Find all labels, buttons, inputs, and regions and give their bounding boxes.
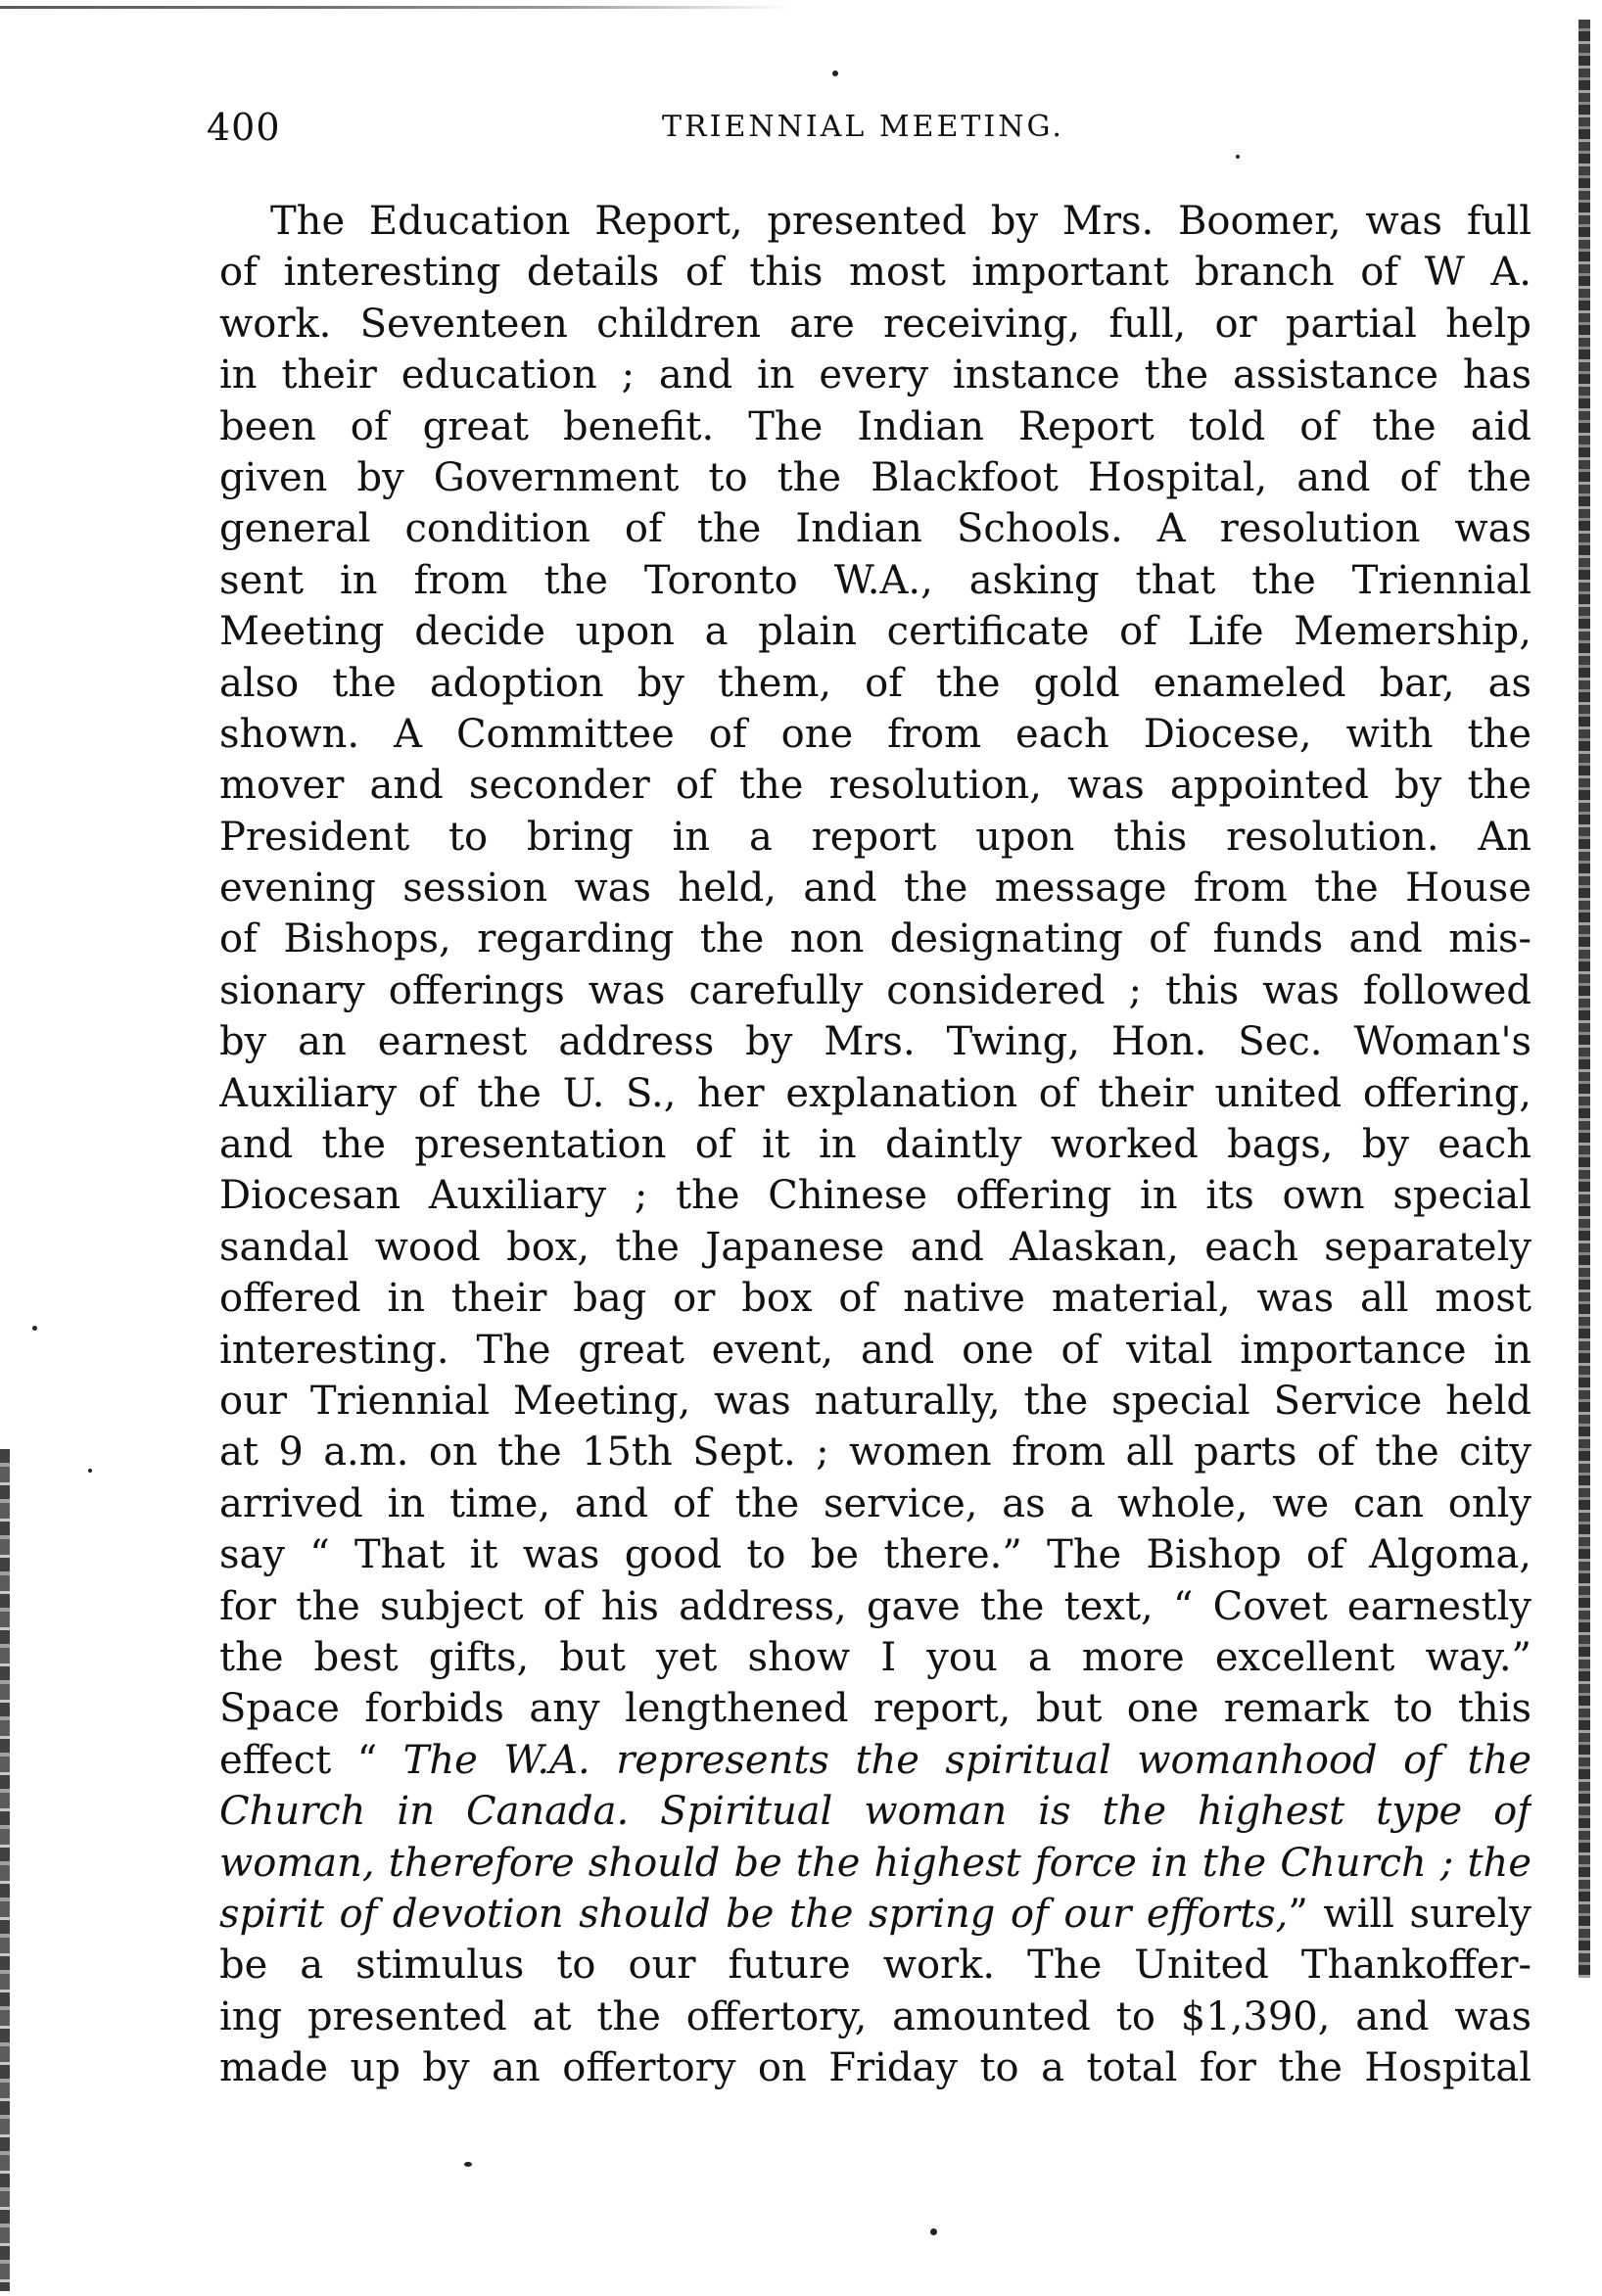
text-line: say “ That it was good to be there.” The Bishop of Algoma,	[219, 1532, 1531, 1578]
text-line: sent in from the Toronto W.A., asking that the Triennial	[219, 557, 1531, 603]
scan-right-edge	[1578, 20, 1590, 1978]
text-line: arrived in time, and of the service, as a whole, we can only	[219, 1480, 1531, 1526]
scan-speck	[464, 2162, 472, 2167]
text-line: Meeting decide upon a plain certificate of Life Memership,	[219, 609, 1531, 655]
text-line: be a stimulus to our future work. The United Thankoffer-	[219, 1943, 1531, 1989]
running-head: TRIENNIAL MEETING.	[662, 110, 1064, 144]
text-line: also the adoption by them, of the gold enameled bar, as	[219, 660, 1531, 706]
page-number: 400	[207, 106, 281, 149]
italic-quote-line: woman, therefore should be the highest force in the Church ; the	[219, 1840, 1531, 1886]
text-line: ing presented at the offertory, amounted to $1,390, and was	[219, 1993, 1531, 2039]
italic-quote-run: The W.A. represents the spiritual womanhood of the	[402, 1737, 1531, 1783]
text-line: made up by an offertory on Friday to a total for the Hospital	[219, 2045, 1531, 2091]
text-line: sionary offerings was carefully considered ; this was followed	[219, 967, 1531, 1013]
scan-speck	[930, 2228, 937, 2235]
text-line: of Bishops, regarding the non designating of funds and mis-	[219, 916, 1531, 962]
italic-quote-line: Church in Canada. Spiritual woman is the highest type of	[219, 1789, 1531, 1835]
roman-run: ” will surely	[1288, 1891, 1531, 1937]
scan-speck	[32, 1326, 37, 1331]
scan-speck	[88, 1469, 92, 1473]
text-line: work. Seventeen children are receiving, full, or partial help	[219, 301, 1531, 347]
text-line: President to bring in a report upon this resolution. An	[219, 814, 1531, 860]
scan-top-edge	[0, 6, 793, 9]
text-line: offered in their bag or box of native material, was all most	[219, 1276, 1531, 1322]
text-line: at 9 a.m. on the 15th Sept. ; women from all parts of the city	[219, 1429, 1531, 1476]
text-line: in their education ; and in every instance the assistance has	[219, 352, 1531, 398]
text-line: Space forbids any lengthened report, but one remark to this	[219, 1686, 1531, 1732]
text-line: and the presentation of it in daintly worked bags, by each	[219, 1122, 1531, 1168]
text-line: Auxiliary of the U. S., her explanation of their united offering,	[219, 1070, 1531, 1116]
text-line: Diocesan Auxiliary ; the Chinese offering in its own special	[219, 1173, 1531, 1219]
scan-left-edge	[0, 1449, 10, 2291]
text-line: mover and seconder of the resolution, was appointed by the	[219, 763, 1531, 809]
text-line: shown. A Committee of one from each Diocese, with the	[219, 711, 1531, 757]
text-line: been of great benefit. The Indian Report told of the aid	[219, 403, 1531, 449]
page-header	[207, 106, 1107, 153]
text-line-mixed	[219, 1889, 1531, 1940]
text-line: by an earnest address by Mrs. Twing, Hon. Sec. Woman's	[219, 1019, 1531, 1065]
text-line: our Triennial Meeting, was naturally, the special Service held	[219, 1378, 1531, 1424]
text-line: general condition of the Indian Schools. A resolution was	[219, 506, 1531, 552]
text-line: of interesting details of this most important branch of W A.	[219, 250, 1531, 296]
scan-speck	[1236, 155, 1240, 159]
text-line-mixed	[219, 1735, 1531, 1786]
text-line: for the subject of his address, gave the text, “ Covet earnestly	[219, 1583, 1531, 1629]
text-line: sandal wood box, the Japanese and Alaskan, each separately	[219, 1224, 1531, 1270]
text-line: given by Government to the Blackfoot Hospital, and of the	[219, 454, 1531, 500]
text-line: evening session was held, and the message from the House	[219, 866, 1531, 912]
roman-run: effect “	[219, 1737, 403, 1783]
scan-speck	[832, 70, 838, 76]
text-line: interesting. The great event, and one of vital importance in	[219, 1327, 1531, 1373]
italic-quote-run: spirit of devotion should be the spring of our efforts,	[219, 1891, 1289, 1937]
text-line: The Education Report, presented by Mrs. Boomer, was full	[270, 199, 1531, 244]
body-paragraph	[219, 196, 1531, 2093]
text-line: the best gifts, but yet show I you a more excellent way.”	[219, 1634, 1531, 1680]
